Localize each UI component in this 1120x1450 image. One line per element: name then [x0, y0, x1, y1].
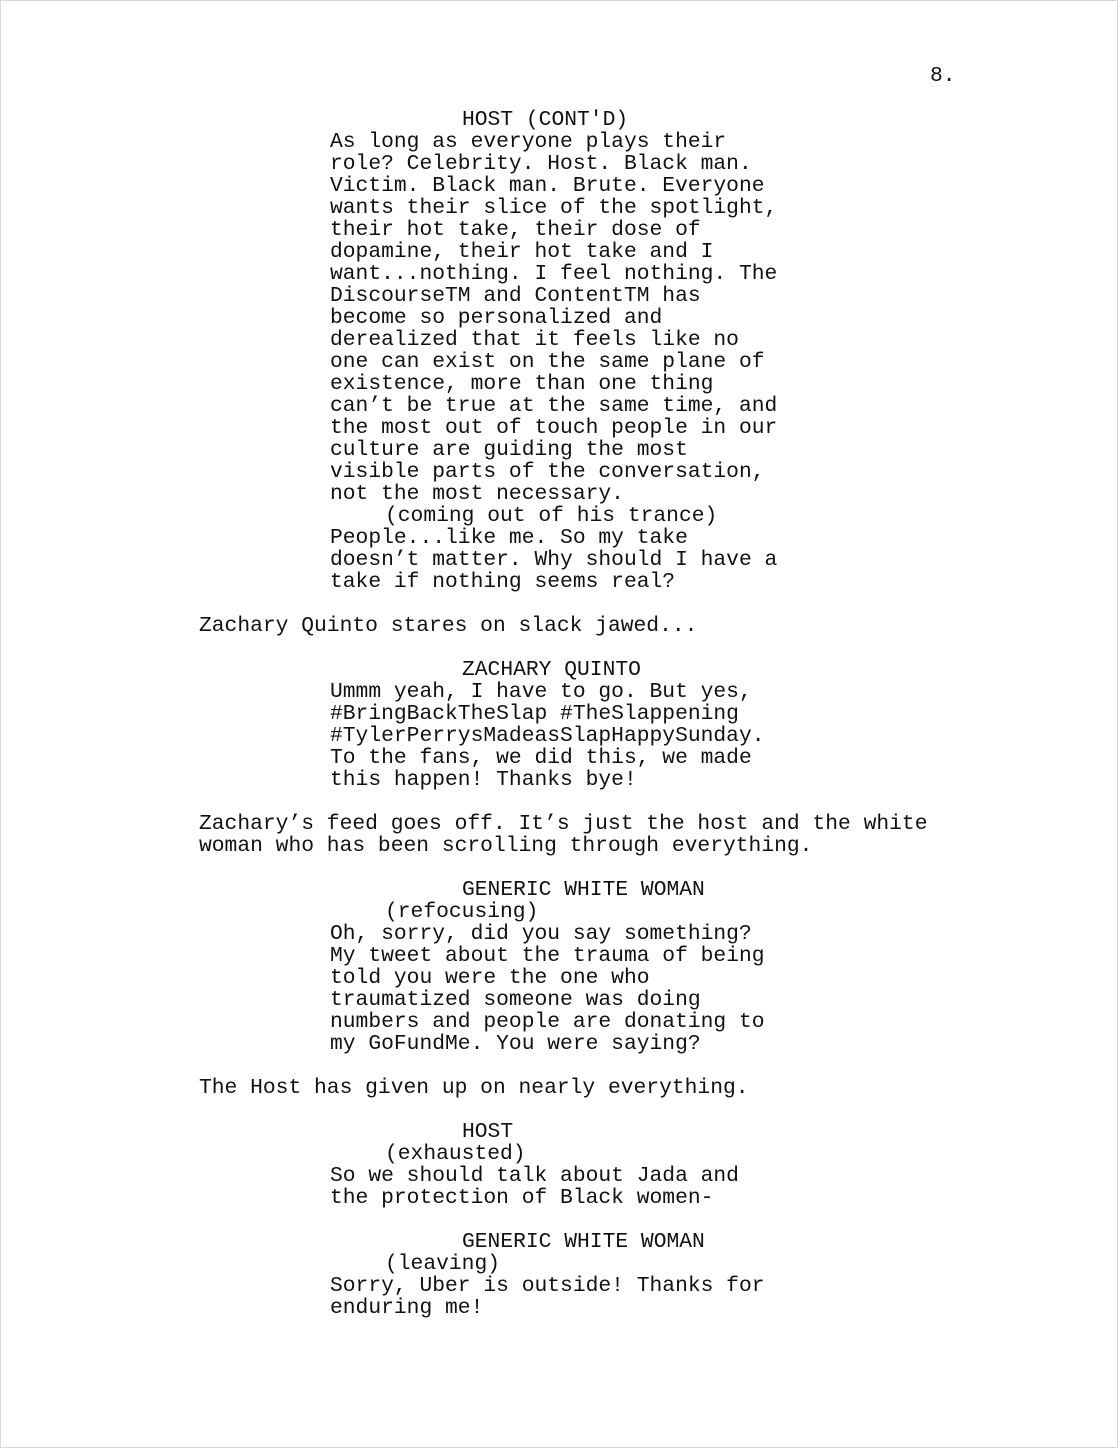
dialogue-line: #TylerPerrysMadeasSlapHappySunday.	[330, 724, 765, 748]
dialogue-line: To the fans, we did this, we made	[330, 746, 752, 770]
blank-line	[1, 593, 1119, 615]
script-body	[1, 109, 1119, 1319]
dialogue-line: #BringBackTheSlap #TheSlappening	[330, 702, 739, 726]
dialogue-line: their hot take, their dose of	[330, 218, 701, 242]
dialogue-line: My tweet about the trauma of being	[330, 944, 765, 968]
blank-line	[1, 1209, 1119, 1231]
dialogue-line: Ummm yeah, I have to go. But yes,	[330, 680, 752, 704]
dialogue-line: culture are guiding the most	[330, 438, 688, 462]
dialogue-line: become so personalized and	[330, 306, 663, 330]
dialogue-line: Oh, sorry, did you say something?	[330, 922, 752, 946]
dialogue-line: take if nothing seems real?	[330, 570, 676, 594]
character-cue: GENERIC WHITE WOMAN	[462, 1230, 705, 1254]
dialogue-line: DiscourseTM and ContentTM has	[330, 284, 701, 308]
page-number: 8.	[930, 64, 956, 88]
dialogue-line: doesn’t matter. Why should I have a	[330, 548, 778, 572]
action-line: Zachary’s feed goes off. It’s just the host and the white	[199, 812, 928, 836]
dialogue-line: As long as everyone plays their	[330, 130, 727, 154]
blank-line	[1, 791, 1119, 813]
dialogue-line: one can exist on the same plane of	[330, 350, 765, 374]
character-cue: HOST	[462, 1120, 514, 1144]
dialogue-line: not the most necessary.	[330, 482, 624, 506]
dialogue-line: want...nothing. I feel nothing. The	[330, 262, 778, 286]
dialogue-line: Victim. Black man. Brute. Everyone	[330, 174, 765, 198]
dialogue-line: So we should talk about Jada and	[330, 1164, 739, 1188]
dialogue-line: the protection of Black women-	[330, 1186, 714, 1210]
blank-line	[1, 637, 1119, 659]
dialogue-line: visible parts of the conversation,	[330, 460, 765, 484]
parenthetical: (exhausted)	[385, 1142, 526, 1166]
parenthetical: (coming out of his trance)	[385, 504, 718, 528]
parenthetical: (leaving)	[385, 1252, 501, 1276]
dialogue-line: told you were the one who	[330, 966, 650, 990]
dialogue-line: wants their slice of the spotlight,	[330, 196, 778, 220]
character-cue: HOST (CONT'D)	[462, 108, 629, 132]
parenthetical: (refocusing)	[385, 900, 539, 924]
dialogue-line: this happen! Thanks bye!	[330, 768, 637, 792]
blank-line	[1, 1055, 1119, 1077]
blank-line	[1, 1099, 1119, 1121]
dialogue-line: enduring me!	[330, 1296, 484, 1320]
dialogue-line: numbers and people are donating to	[330, 1010, 765, 1034]
dialogue-line: existence, more than one thing	[330, 372, 714, 396]
dialogue-line: People...like me. So my take	[330, 526, 688, 550]
blank-line	[1, 857, 1119, 879]
dialogue-line: my GoFundMe. You were saying?	[330, 1032, 701, 1056]
dialogue-line: the most out of touch people in our	[330, 416, 778, 440]
dialogue-line: Sorry, Uber is outside! Thanks for	[330, 1274, 765, 1298]
character-cue: ZACHARY QUINTO	[462, 658, 641, 682]
action-line: Zachary Quinto stares on slack jawed...	[199, 614, 698, 638]
action-line: The Host has given up on nearly everything.	[199, 1076, 749, 1100]
dialogue-line: can’t be true at the same time, and	[330, 394, 778, 418]
dialogue-line: derealized that it feels like no	[330, 328, 739, 352]
dialogue-line: dopamine, their hot take and I	[330, 240, 714, 264]
character-cue: GENERIC WHITE WOMAN	[462, 878, 705, 902]
dialogue-line: role? Celebrity. Host. Black man.	[330, 152, 752, 176]
dialogue-line: traumatized someone was doing	[330, 988, 701, 1012]
action-line: woman who has been scrolling through everything.	[199, 834, 813, 858]
